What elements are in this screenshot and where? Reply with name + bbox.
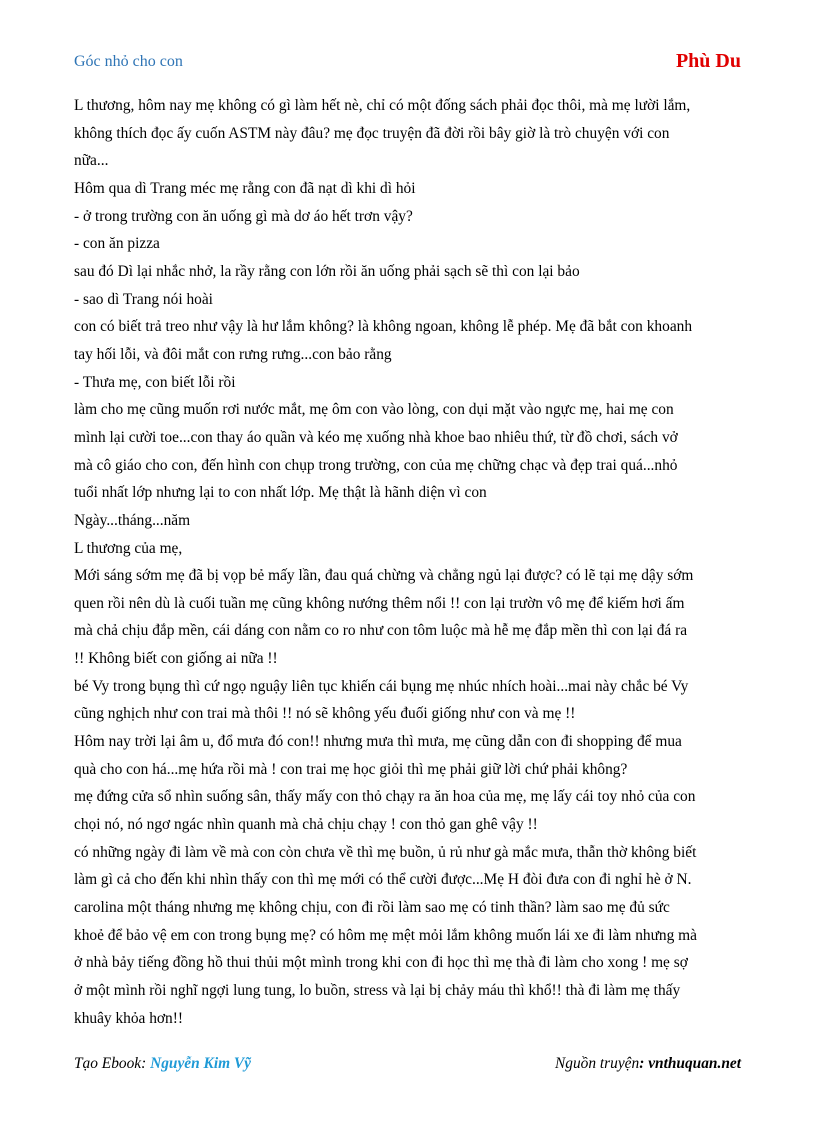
ebook-creator: Nguyễn Kim Vỹ (150, 1055, 252, 1072)
text-line: làm cho mẹ cũng muốn rơi nước mắt, mẹ ôm con vào lòng, con dụi mặt vào ngực mẹ, hai mẹ con (74, 401, 674, 419)
text-line: có những ngày đi làm về mà con còn chưa về thì mẹ buồn, ủ rủ như gà mắc mưa, thẫn thờ không biết (74, 843, 697, 861)
text-line: không thích đọc ấy cuốn ASTM này đâu? mẹ đọc truyện đã đời rồi bây giờ là trò chuyện với con (74, 124, 670, 142)
text-line: mẹ đứng cửa sổ nhìn suống sân, thấy mấy con thỏ chạy ra ăn hoa của mẹ, mẹ lấy cái toy nhỏ của con (74, 788, 696, 806)
text-line: Hôm qua dì Trang méc mẹ rằng con đã nạt dì khi dì hỏi (74, 179, 416, 197)
text-line: mình lại cười toe...con thay áo quần và kéo mẹ xuống nhà khoe bao nhiêu thứ, từ đồ chơi, sách vở (74, 428, 678, 446)
text-line: mà cô giáo cho con, đến hình con chụp trong trường, con của mẹ chững chạc và đẹp trai quá...nhỏ (74, 456, 678, 474)
text-line: - Thưa mẹ, con biết lỗi rồi (74, 373, 236, 391)
text-line: khoẻ để bảo vệ em con trong bụng mẹ? có hôm mẹ mệt mỏi lắm không muốn lái xe đi làm nhưng mà (74, 926, 697, 944)
source-credit (555, 1055, 741, 1073)
text-line: - sao dì Trang nói hoài (74, 290, 213, 308)
author-name: Phù Du (675, 50, 741, 72)
text-line: làm gì cả cho đến khi nhìn thấy con thì mẹ mới có thể cười được...Mẹ H đòi đưa con đi nghỉ hè ở N. (74, 871, 692, 889)
text-line: bé Vy trong bụng thì cứ ngọ nguậy liên tục khiến cái bụng mẹ nhúc nhích hoài...mai này chắc bé Vy (74, 677, 689, 695)
text-line: Hôm nay trời lại âm u, đổ mưa đó con!! nhưng mưa thì mưa, mẹ cũng dẫn con đi shopping để mua (74, 733, 682, 751)
text-line: nữa... (74, 152, 109, 170)
ebook-separator: : (141, 1055, 151, 1072)
source-separator: : (639, 1055, 649, 1072)
source-site: vnthuquan.net (648, 1055, 741, 1072)
text-line: tay hối lỗi, và đôi mắt con rưng rưng...con bảo rằng (74, 345, 392, 363)
source-label: Nguồn truyện (554, 1055, 640, 1072)
page-footer (74, 1055, 741, 1077)
text-line: - con ăn pizza (74, 235, 160, 253)
text-line: L thương của mẹ, (74, 539, 183, 557)
text-line: tuổi nhất lớp nhưng lại to con nhất lớp. Mẹ thật là hãnh diện vì con (74, 484, 487, 502)
text-line: ở nhà bảy tiếng đồng hồ thui thủi một mình trong khi con đi học thì mẹ thà đi làm cho xong ! mẹ sợ (74, 954, 688, 972)
text-line: chọi nó, nó ngơ ngác nhìn quanh mà chả chịu chạy ! con thỏ gan ghê vậy !! (74, 816, 538, 834)
text-line: con có biết trả treo như vậy là hư lắm không? là không ngoan, không lễ phép. Mẹ đã bắt con khoanh (74, 318, 693, 336)
text-line: Mới sáng sớm mẹ đã bị vọp bẻ mấy lần, đau quá chừng và chẳng ngủ lại được? có lẽ tại mẹ dậy sớm (74, 567, 694, 585)
ebook-credit (74, 1055, 251, 1073)
text-line: ở một mình rồi nghĩ ngợi lung tung, lo buồn, stress và lại bị chảy máu thì khổ!! thà đi làm mẹ thấy (74, 982, 681, 999)
text-line: - ở trong trường con ăn uống gì mà dơ áo hết trơn vậy? (74, 207, 413, 225)
text-line: cũng nghịch như con trai mà thôi !! nó sẽ không yếu đuối giống như con và mẹ !! (74, 705, 576, 723)
text-line: Ngày...tháng...năm (74, 511, 191, 529)
text-line: quà cho con há...mẹ hứa rồi mà ! con trai mẹ học giỏi thì mẹ phải giữ lời chứ phải không? (74, 760, 628, 778)
text-line: khuây khỏa hơn!! (74, 1009, 184, 1027)
story-body (74, 92, 744, 1032)
text-line: sau đó Dì lại nhắc nhở, la rầy rằng con lớn rồi ăn uống phải sạch sẽ thì con lại bảo (74, 262, 580, 280)
text-line: quen rồi nên dù là cuối tuần mẹ cũng không nướng thêm nổi !! con lại trườn vô mẹ để kiếm hơi ấm (74, 594, 685, 612)
ebook-label: Tạo Ebook (74, 1055, 142, 1072)
text-line: carolina một tháng nhưng mẹ không chịu, con đi rồi làm sao mẹ có tinh thần? làm sao mẹ đủ sức (74, 899, 670, 917)
text-line: !! Không biết con giống ai nữa !! (74, 650, 278, 668)
page-header (74, 50, 741, 74)
text-line: mà chả chịu đắp mền, cái dáng con nằm co ro như con tôm luộc mà hễ mẹ đắp mền thì con lại đá ra (74, 622, 688, 640)
text-line: L thương, hôm nay mẹ không có gì làm hết nè, chỉ có một đống sách phải đọc thôi, mà mẹ lười lắm, (74, 97, 691, 114)
section-title: Góc nhỏ cho con (74, 53, 183, 70)
